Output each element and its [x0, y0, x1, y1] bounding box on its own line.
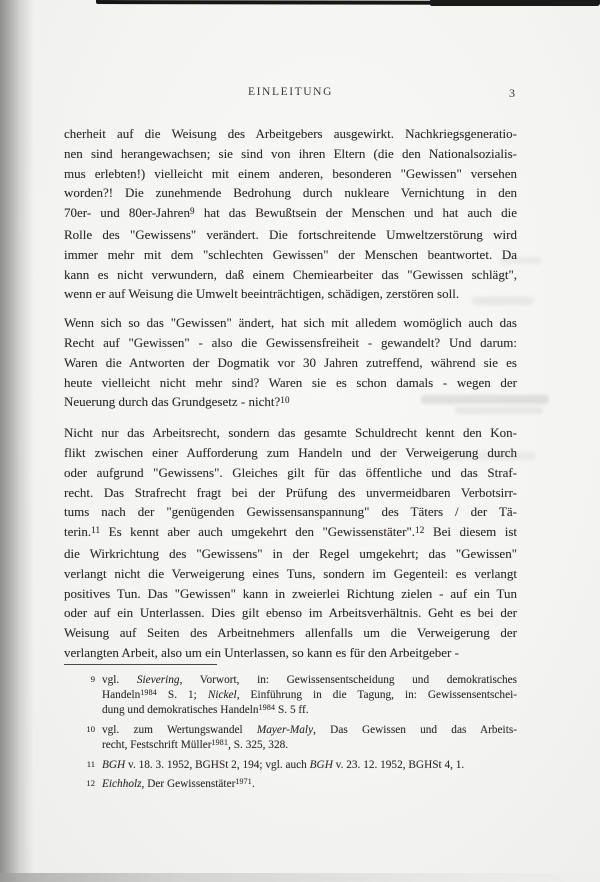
text-segment: 1971 [235, 776, 252, 786]
text-segment: S. 5 ff. [275, 704, 309, 716]
text-segment: BGH [102, 758, 126, 771]
footnote-marker: 12 [86, 777, 95, 788]
text-line [64, 544, 517, 564]
text-line [102, 703, 517, 719]
text-line [64, 284, 517, 304]
footnote [64, 777, 517, 793]
footnote-text [102, 723, 517, 753]
text-segment: Handeln [102, 688, 141, 701]
text-line [64, 333, 517, 353]
text-segment: . [251, 777, 255, 790]
footnote-marker: 10 [86, 724, 95, 734]
footnote-marker: 11 [86, 758, 95, 769]
text-segment: flikt zwischen einer Aufforderung zum Handeln und der Verweigerung durch [64, 444, 517, 460]
footnote-marker: 9 [90, 674, 95, 684]
page-number: 3 [509, 86, 515, 100]
text-segment: positives Tun. Das "Gewissen" kann in zweierlei Richtung zielen - auf ein Tun [64, 585, 517, 601]
text-segment: verlangt nicht die Verweigerung eines Tuns, sondern im Gegenteil: es verlangt [64, 565, 517, 581]
text-segment: dung und demokratisches Handeln [102, 704, 259, 716]
text-segment: verlangten Arbeit, also um ein Unterlassen, so kann es für den Arbeitgeber - [64, 644, 459, 660]
text-segment: nen sind herangewachsen; sie sind von ihren Eltern (die den Nationalsozialis- [64, 145, 517, 161]
text-segment: v. 23. 12. 1952, BGHSt 4, 1. [332, 758, 465, 771]
text-segment: 12 [415, 524, 425, 535]
text-segment: vgl. [102, 674, 137, 686]
text-line [64, 373, 517, 393]
text-segment: Nicht nur das Arbeitsrecht, sondern das gesamte Schuldrecht kennt den Kon- [64, 425, 517, 441]
text-segment: 1984 [258, 703, 276, 712]
text-segment: 1981 [211, 737, 229, 747]
text-segment: , S. 325, 328. [228, 738, 289, 751]
text-segment: recht. Das Strafrecht fragt bei der Prüfung des unvermeidbaren Verbotsirr- [64, 484, 517, 500]
scan-top-edge-right [430, 0, 600, 6]
text-line [102, 673, 517, 688]
text-segment: S. 1; [156, 688, 208, 701]
text-segment: Rolle des "Gewissens" verändert. Die fortschreitende Umweltzerstörung wird [64, 226, 517, 242]
text-segment: recht, Festschrift Müller [102, 738, 212, 751]
text-line [64, 265, 517, 285]
text-segment: cherheit auf die Weisung des Arbeitgebers ausgewirkt. Nachkriegsgeneratio- [64, 126, 517, 141]
text-line [64, 245, 517, 265]
text-segment: kann es nicht verwundern, daß einem Chemiearbeiter das "Gewissen schlägt", [64, 266, 517, 282]
text-line [102, 758, 517, 773]
text-line [64, 164, 517, 184]
scan-bottom-edge [0, 873, 600, 882]
text-segment: 9 [189, 205, 195, 216]
text-line [64, 353, 517, 373]
footnotes-section [64, 673, 517, 797]
scan-gutter-shadow [0, 0, 34, 882]
text-segment: hat das Bewußtsein der Menschen und hat auch die [194, 205, 517, 221]
text-line [64, 483, 517, 503]
paragraph [64, 124, 517, 304]
text-line [64, 584, 517, 604]
text-segment: Recht auf "Gewissen" - also die Gewissensfreiheit - gewandelt? Und darum: [64, 334, 517, 350]
text-line [64, 183, 517, 203]
text-line [64, 423, 517, 443]
text-line [64, 463, 517, 483]
text-line [64, 225, 517, 245]
text-segment: , Das Gewissen und das Arbeits- [313, 724, 517, 736]
text-segment: 10 [280, 394, 290, 405]
text-line [102, 738, 517, 754]
footnote-text [102, 758, 517, 773]
paragraph [64, 423, 517, 663]
text-segment: tums nach der "genügenden Gewissensanspannung" des Täters / der Tä- [64, 504, 517, 520]
text-line [64, 603, 517, 623]
text-segment: Mayer-Maly [256, 724, 314, 736]
text-segment: Weisung auf Seiten des Arbeitnehmers allenfalls um die Verweigerung der [64, 625, 517, 641]
text-segment: 70er- und 80er-Jahren [64, 205, 190, 221]
text-segment: Nickel [207, 688, 237, 701]
footnote [64, 758, 517, 773]
text-line [64, 203, 517, 225]
text-segment: BGH [309, 758, 333, 771]
text-line [64, 564, 517, 584]
text-segment: Neuerung durch das Grundgesetz - nicht? [64, 394, 281, 410]
text-segment: v. 18. 3. 1952, BGHSt 2, 194; vgl. auch [125, 758, 310, 771]
text-segment: Waren die Antworten der Dogmatik vor 30 Jahren zutreffend, während sie es [64, 354, 517, 370]
text-segment: Wenn sich so das "Gewissen" ändert, hat sich mit alledem womöglich auch das [64, 315, 517, 331]
body-text [64, 124, 517, 672]
text-segment: vgl. zum Wertungswandel [102, 724, 257, 736]
text-segment: 1984 [140, 687, 157, 697]
text-segment: heute vielleicht nicht mehr sind? Waren sie es schon damals - wegen der [64, 374, 517, 390]
paragraph [64, 313, 517, 414]
text-segment: wenn er auf Weisung die Umwelt beeinträchtigen, schädigen, zerstören soll. [64, 286, 460, 302]
text-segment: die Wirkrichtung des "Gewissens" in der Regel umgekehrt; das "Gewissen" [64, 545, 517, 561]
text-line [64, 623, 517, 643]
text-segment: oder auf ein Unterlassen. Dies gilt ebenso im Arbeitsverhältnis. Geht es bei der [64, 605, 517, 621]
text-segment: Sievering [136, 674, 180, 686]
footnote-separator-rule [64, 664, 217, 665]
running-head-title: EINLEITUNG [248, 86, 333, 98]
text-segment: worden?! Die zunehmende Bedrohung durch nukleare Vernichtung in den [64, 185, 517, 201]
footnote-text [102, 673, 517, 719]
text-segment: terin. [64, 524, 92, 540]
text-segment: , Der Gewissenstäter [141, 777, 236, 790]
text-line [64, 144, 517, 164]
text-line [64, 643, 517, 663]
text-line [102, 688, 517, 704]
page-header [64, 86, 517, 102]
text-segment: immer mehr mit dem "schlechten Gewissen" der Menschen beantwortet. Da [64, 246, 517, 262]
text-segment: Bei diesem ist [424, 524, 517, 540]
text-line [102, 723, 517, 738]
text-line [64, 313, 517, 333]
footnote [64, 673, 517, 719]
text-line [64, 502, 517, 522]
footnote-text [102, 777, 517, 793]
text-line [64, 443, 517, 463]
text-segment: oder aufgrund "Gewissens". Gleiches gilt für das öffentliche und das Straf- [64, 464, 517, 480]
text-segment: Es kennt aber auch umgekehrt den "Gewissenstäter". [100, 524, 416, 540]
text-segment: Eichholz [102, 777, 142, 790]
text-segment: , Einführung in die Tagung, in: Gewissensentschei- [236, 688, 517, 701]
text-line [102, 777, 517, 793]
footnote [64, 723, 517, 753]
text-line [64, 124, 517, 144]
text-segment: 11 [91, 524, 101, 535]
text-segment: , Vorwort, in: Gewissensentscheidung und demokratisches [179, 674, 517, 686]
text-segment: mus erlebten!) vielleicht mit einem anderen, besonderen "Gewissen" versehen [64, 165, 517, 181]
text-line [64, 522, 517, 544]
text-line [64, 392, 517, 414]
